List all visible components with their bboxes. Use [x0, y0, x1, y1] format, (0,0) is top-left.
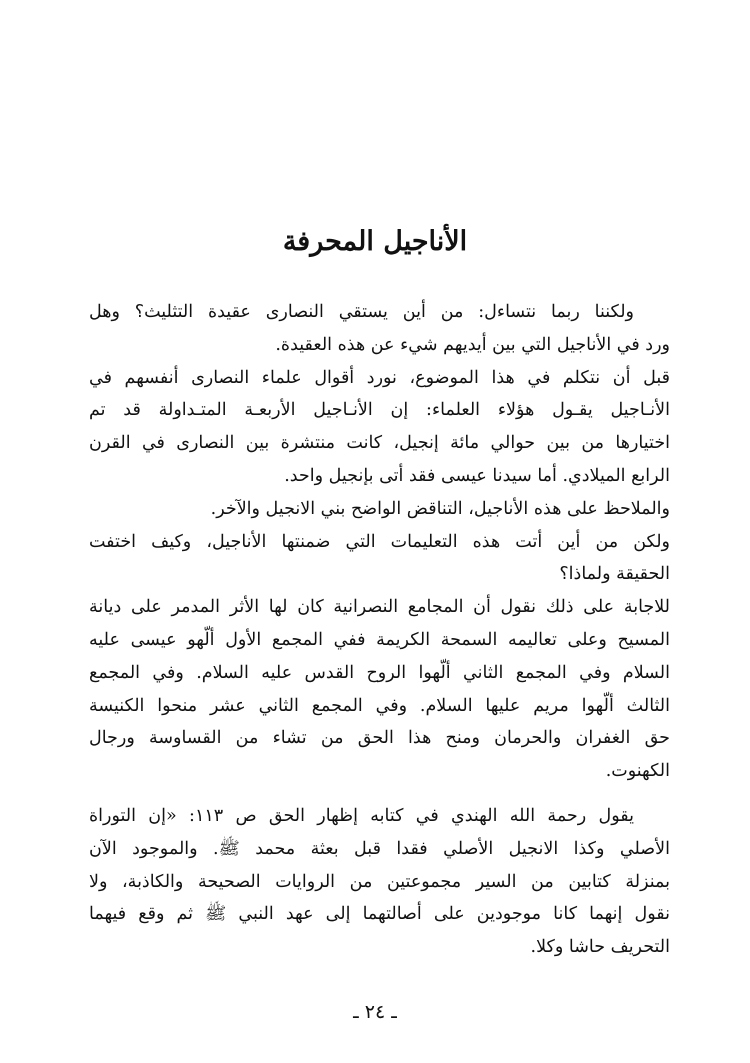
text-line: ولكننا ربما نتساءل: من أين يستقي النصارى عقيدة التثليث؟ وهل: [89, 302, 634, 322]
text-line: بمنزلة كتابين من السير مجموعتين من الروايات الصحيحة والكاذبة، ولا: [89, 871, 670, 892]
paragraph-gap: [89, 788, 670, 800]
text-line: الرابع الميلادي. أما سيدنا عيسى فقد أتى بإنجيل واحد.: [284, 465, 670, 486]
text-line: الأصلي وكذا الانجيل الأصلي فقدا قبل بعثة محمد ﷺ. والموجود الآن: [89, 838, 670, 859]
text-line: الحقيقة ولماذا؟: [559, 564, 670, 585]
text-line: ولكن من أين أتت هذه التعليمات التي ضمنتها الأناجيل، وكيف اختفت: [89, 531, 670, 552]
text-line: الثالث ألّهوا مريم عليها السلام. وفي المجمع الثاني عشر منحوا الكنيسة: [89, 695, 670, 716]
chapter-title: الأناجيل المحرفة: [282, 226, 468, 257]
text-line: اختيارها من بين حوالي مائة إنجيل، كانت منتشرة بين النصارى في القرن: [89, 433, 670, 454]
text-line: حق الغفران والحرمان ومنح هذا الحق من تشاء من القساوسة ورجال: [89, 728, 670, 749]
text-line: المسيح وعلى تعاليمه السمحة الكريمة ففي المجمع الأول ألّهو عيسى عليه: [89, 629, 670, 650]
text-line: الكهنوت.: [605, 761, 670, 782]
text-line: نقول إنهما كانا موجودين على أصالتهما إلى عهد النبي ﷺ ثم وقع فيهما: [89, 904, 670, 925]
body-text: [89, 296, 670, 964]
text-line: ورد في الأناجيل التي بين أيديهم شيء عن هذه العقيدة.: [275, 334, 670, 355]
text-line: والملاحظ على هذه الأناجيل، التناقض الواضح بني الانجيل والآخر.: [210, 498, 670, 519]
text-line: السلام وفي المجمع الثاني ألّهوا الروح القدس عليه السلام. وفي المجمع: [89, 662, 670, 683]
text-line: الأنـاجيل يقـول هؤلاء العلماء: إن الأنـاجيل الأربعـة المتـداولة قد تم: [89, 400, 670, 421]
text-line: التحريف حاشا وكلا.: [530, 937, 670, 958]
text-line: قبل أن نتكلم في هذا الموضوع، نورد أقوال علماء النصارى أنفسهم في: [89, 367, 670, 388]
text-line: للاجابة على ذلك نقول أن المجامع النصرانية كان لها الأثر المدمر على ديانة: [89, 597, 670, 618]
page-number: ـ ٢٤ ـ: [353, 1001, 397, 1023]
text-line: يقول رحمة الله الهندي في كتابه إظهار الحق ص ١١٣: «إن التوراة: [89, 805, 634, 826]
